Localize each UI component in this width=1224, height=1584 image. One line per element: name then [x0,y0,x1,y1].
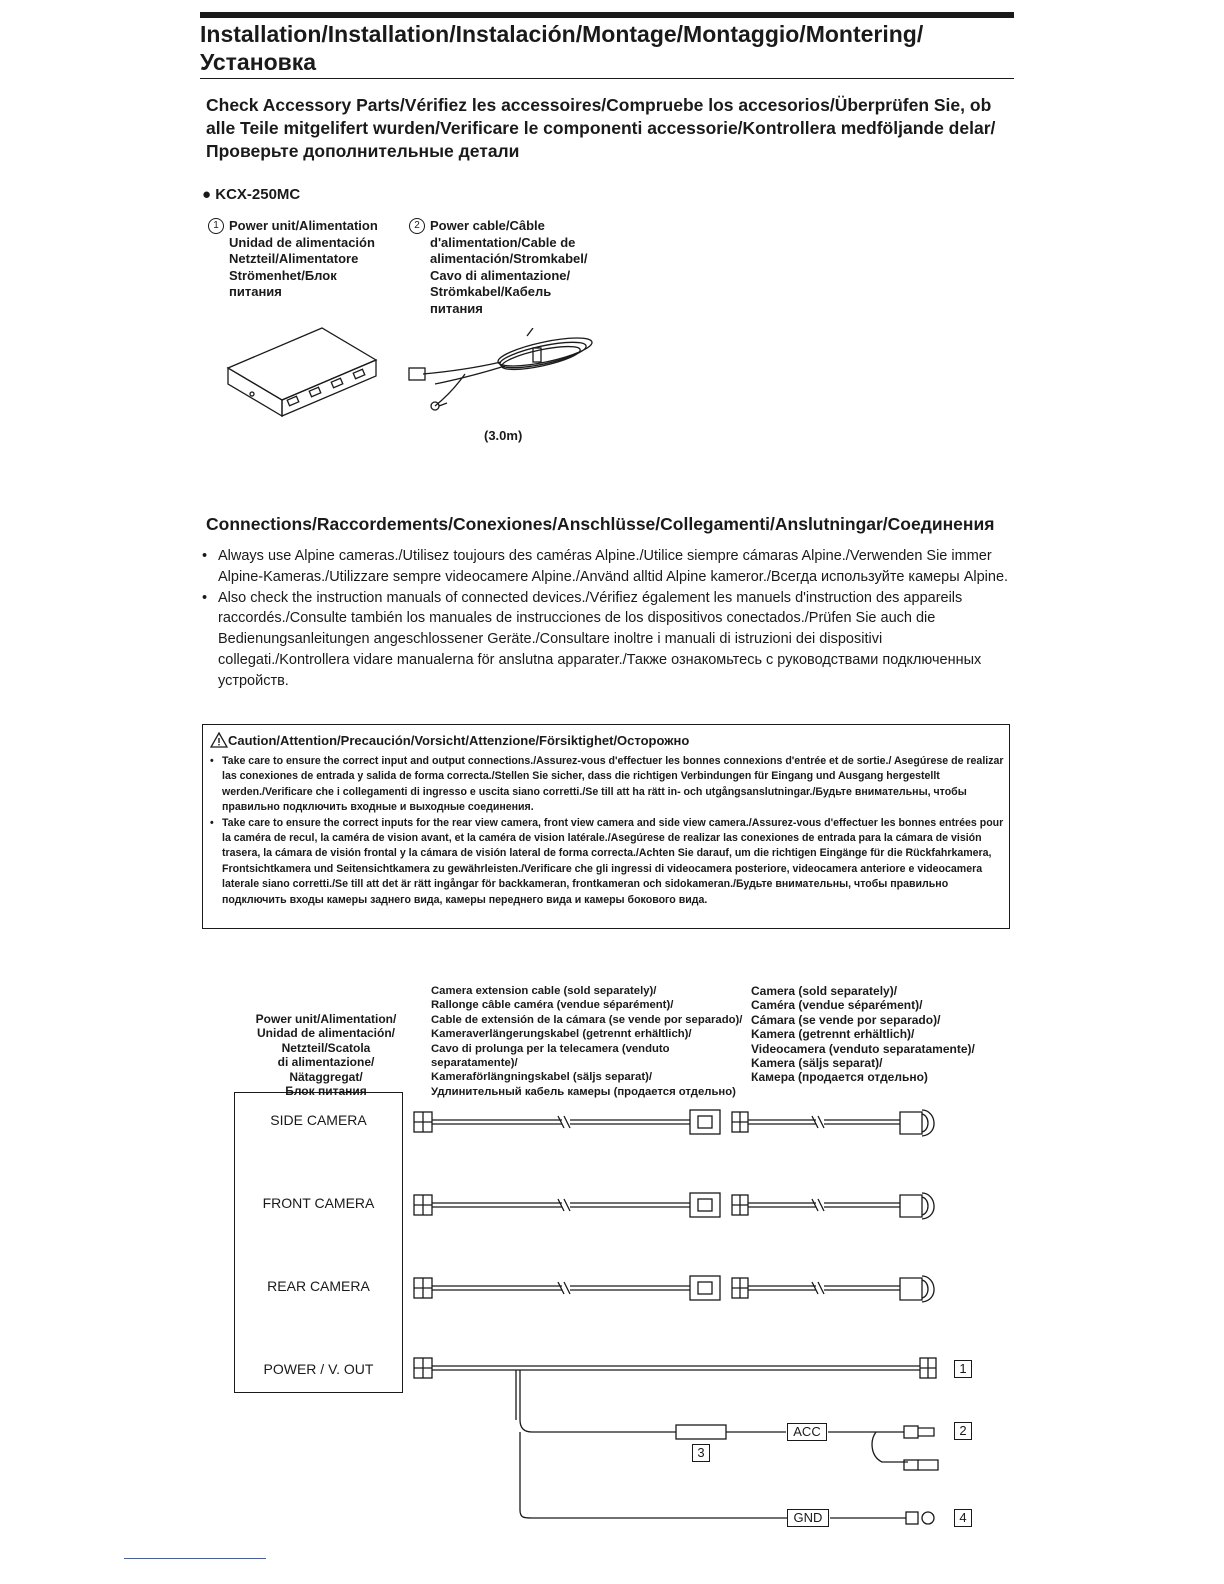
front-camera-wiring [414,1193,934,1219]
caution-item: • Take care to ensure the correct input and output connections./Assurez-vous d'effectuer les bonnes connexions d'entrée et de sortie./ Asegúrese de realizar las conexiones de entrada y salida de forma correcta./Stellen Sie sicher, dass die richtigen Verbindungen für Eingang und Ausgang hergestellt werden./Verificare che i collegamenti di ingresso e uscita siano corretti./Se till att ha rätt in- och utgångsanslutningar./Будьте внимательны, чтобы правильно подключить входные и выходные соединения. [210,754,1006,816]
port-power-vout: POWER / V. OUT [263,1361,374,1377]
note-item: • Always use Alpine cameras./Utilisez toujours des caméras Alpine./Utilice siempre cámaras Alpine./Verwenden Sie immer Alpine-Kameras./Utilizzare sempre videocamere Alpine./Använd alltid Alpine kameror./Всегда используйте камеры Alpine. [200,546,1010,588]
accessory-heading: Check Accessory Parts/Vérifiez les accessoires/Compruebe los accesorios/Überprüfen Sie, ob alle Teile mitgelifert wurden/Verificare le componenti accessorie/Kontrollera medföljande delar/ Проверьте дополнительные детали [206,95,996,161]
warning-icon [210,732,228,748]
caution-item: • Take care to ensure the correct inputs for the rear view camera, front view camera and side view camera./Assurez-vous d'effectuer les bonnes entrées pour la caméra de recul, la caméra de vision avant, et la caméra de vision latérale./Asegúrese de realizar las conexiones de entrada para la cámara de visión trasera, la cámara de visión frontal y la cámara de visión lateral de forma correcta./Achten Sie darauf, um die richtigen Eingänge für die Rückfahrkamera, Frontsichtkamera und Seitensichtkamera zu gewährleisten./Verificare che gli ingressi di videocamera posteriore, videocamera anteriore e videocamera laterale siano corretti./Se till att det är rätt ingångar för backkameran, frontkameran och sidokameran./Будьте внимательны, чтобы правильно подключить входы камеры заднего вида, камеры переднего вида и камеры бокового вида. [210,816,1006,908]
side-camera-wiring [414,1110,934,1136]
title-rule [200,78,1014,79]
extension-cable-label: Camera extension cable (sold separately)/ Rallonge câble caméra (vendue séparément)/ Cable de extensión de la cámara (se vende por separado)/ Kameraverlängerungskabel (getrennt erhältlich)/ Cavo di prolunga per la telecamera (venduto separatamente)/ Kameraförlängningskabel (säljs separat)/ Удлинительный кабель камеры (продается отдельно) [431,985,743,1098]
part-number: 2 [409,218,425,234]
port-side-camera: SIDE CAMERA [270,1112,367,1128]
model-name: ● KCX-250MC [202,186,301,203]
footer-link-rule [124,1558,266,1559]
cable-length: (3.0m) [484,428,523,443]
caution-title-text: Caution/Attention/Precaución/Vorsicht/Attenzione/Försiktighet/Осторожно [228,733,690,748]
caution-list [210,754,1006,908]
ref-1: 1 [954,1360,972,1378]
part-label: Power unit/Alimentation Unidad de alimentación Netzteil/Alimentatore Strömenhet/Блок питания [229,218,378,299]
camera-label: Camera (sold separately)/ Caméra (vendue séparément)/ Cámara (se vende por separado)/ Kamera (getrennt erhältlich)/ Videocamera (venduto separatamente)/ Kamera (säljs separat)/ Камера (продается отдельно) [751,984,975,1085]
model-label: KCX-250MC [215,186,301,203]
caution-title [210,732,689,748]
acc-tag: ACC [787,1423,827,1441]
power-wiring [414,1358,938,1524]
rear-camera-wiring [414,1276,934,1302]
ref-4: 4 [954,1509,972,1527]
power-unit-label: Power unit/Alimentation/ Unidad de alimentación/ Netzteil/Scatola di alimentazione/ Nätaggregat/ Блок питания [255,1012,397,1099]
part-number: 1 [208,218,224,234]
connections-heading: Connections/Raccordements/Conexiones/Anschlüsse/Collegamenti/Anslutningar/Соединения [206,514,995,534]
note-item: • Also check the instruction manuals of connected devices./Vérifiez également les manuels d'instruction des appareils raccordés./Consulte también los manuales de instrucciones de los dispositivos conectados./Prüfen Sie auch die Bedienungsanleitungen angeschlossener Geräte./Consultare inoltre i manuali di istruzioni dei dispositivi collegati./Kontrollera vidare manualerna för anslutna apparater./Также ознакомьтесь с руководствами подключенных устройств. [200,588,1010,692]
power-cable-illustration [405,328,600,428]
page-title: Installation/Installation/Instalación/Montage/Montaggio/Montering/ Установка [200,21,924,75]
ref-2: 2 [954,1422,972,1440]
gnd-tag: GND [787,1509,829,1527]
part-2 [409,218,609,317]
port-front-camera: FRONT CAMERA [262,1195,375,1211]
top-rule [200,12,1014,18]
port-rear-camera: REAR CAMERA [267,1278,370,1294]
notes-list [200,546,1010,692]
part-label: Power cable/Câble d'alimentation/Cable de alimentación/Stromkabel/ Cavo di alimentazione/ Strömkabel/Кабель питания [430,218,588,316]
power-unit-box [234,1092,403,1393]
ref-3: 3 [692,1444,710,1462]
wiring-diagram [400,1090,1000,1540]
part-1 [208,218,398,301]
power-unit-illustration [222,320,382,420]
